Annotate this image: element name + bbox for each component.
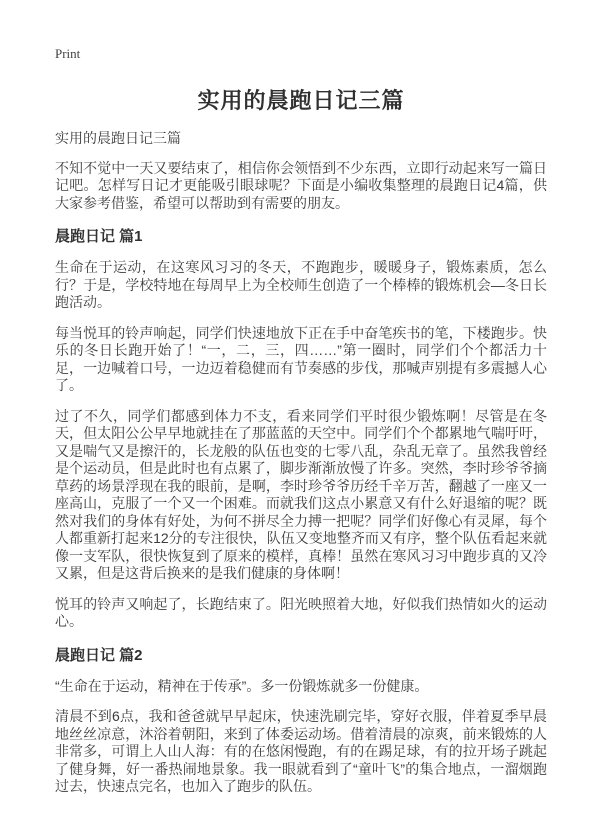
paragraph: “生命在于运动，精神在于传承”。多一份锻炼就多一份健康。 [55,677,429,694]
page-title: 实用的晨跑日记三篇 [197,88,405,113]
paragraph: 每当悦耳的铃声响起，同学们快速地放下正在手中奋笔疾书的笔，下楼跑步。快乐的冬日长跑开始了！“一，二，三，四……”第一圈时，同学们个个都活力十足，一边喊着口号，一边迈着稳健而有节奏感的步伐，那喊声别提有多震撼人心了。 [55,324,547,393]
paragraph: 生命在于运动，在这寒风习习的冬天，不跑跑步，暖暖身子，锻炼素质，怎么行？于是，学校特地在每周早上为全校师生创造了一个棒棒的锻炼机会—冬日长跑活动。 [55,259,547,310]
paragraph: 过了不久，同学们都感到体力不支，看来同学们平时很少锻炼啊！尽管是在冬天，但太阳公公早早地就挂在了那蓝蓝的天空中。同学们个个都累地气喘吁吁，又是喘气又是擦汗的，长龙般的队伍也变的七零八乱，杂乱无章了。虽然我曾经是个运动员，但是此时也有点累了，脚步渐渐放慢了许多。突然，李时珍爷爷摘草药的场景浮现在我的眼前，是啊，李时珍爷爷历经千辛万苦，翻越了一座又一座高山，克服了一个又一个困难。而就我们这点小累意又有什么好退缩的呢？既然对我们的身体有好处，为何不拼尽全力搏一把呢？同学们好像心有灵犀，每个人都重新打起来12分的专注很快，队伍又变地整齐而又有序，整个队伍看起来就像一支军队，很快恢复到了原来的模样，真棒！虽然在寒风习习中跑步真的又冷又累，但是这背后换来的是我们健康的身体啊！ [55,407,547,581]
section-heading-1: 晨跑日记 篇1 [55,228,143,245]
paragraph: 清晨不到6点，我和爸爸就早早起床，快速洗刷完毕，穿好衣服，伴着夏季早晨地丝丝凉意，沐浴着朝阳，来到了体委运动场。借着清晨的凉爽，前来锻炼的人非常多，可谓上人山人海：有的在悠闲慢跑，有的在踢足球，有的拉开场子跳起了健身舞，好一番热闹地景象。我一眼就看到了“童叶飞”的集合地点，一溜烟跑过去，快速点完名，也加入了跑步的队伍。 [55,708,547,794]
section-heading-2: 晨跑日记 篇2 [55,646,143,664]
intro-paragraph: 不知不觉中一天又要结束了，相信你会领悟到不少东西，立即行动起来写一篇日记吧。怎样写日记才更能吸引眼球呢？下面是小编收集整理的晨跑日记4篇，供大家参考借鉴，希望可以帮助到有需要的朋友。 [55,159,547,211]
paragraph: 悦耳的铃声又响起了，长跑结束了。阳光映照着大地，好似我们热情如火的运动心。 [55,595,547,629]
print-link[interactable]: Print [55,46,81,61]
document-body [55,129,547,796]
document-subtitle: 实用的晨跑日记三篇 [55,129,181,146]
